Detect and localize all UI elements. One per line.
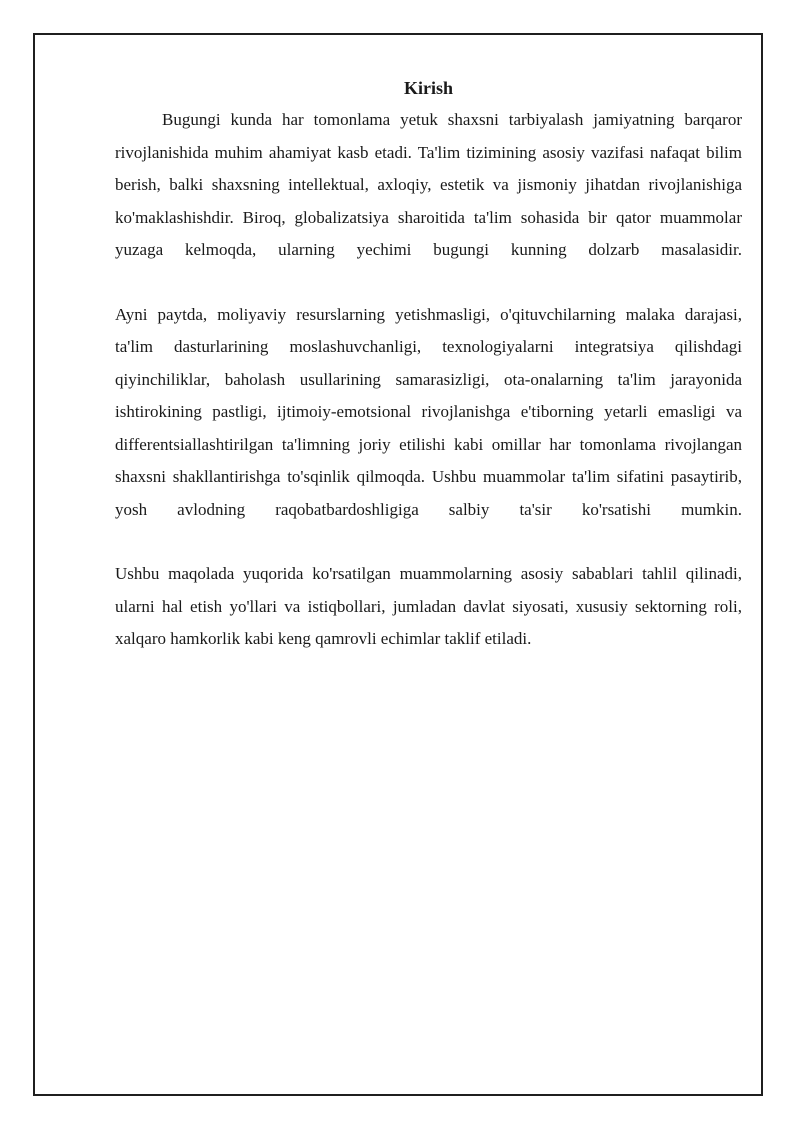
paragraph-intro: Bugungi kunda har tomonlama yetuk shaxsni tarbiyalash jamiyatning barqaror rivojlanishida muhim ahamiyat kasb etadi. Ta'lim tizimining asosiy vazifasi nafaqat bilim berish, balki shaxsning intellektual, axloqiy, estetik va jismoniy jihatdan rivojlanishiga ko'maklashishdir. Biroq, globalizatsiya sharoitida ta'lim sohasida bir qator muammolar yuzaga kelmoqda, ularning yechimi bugungi kunning dolzarb masalasidir. [115,110,742,259]
paragraph-spacer [115,267,742,299]
paragraph-article-aim: Ushbu maqolada yuqorida ko'rsatilgan muammolarning asosiy sabablari tahlil qilinadi, ularni hal etish yo'llari va istiqbollari, jumladan davlat siyosati, xususiy sektorning roli, xalqaro hamkorlik kabi keng qamrovli echimlar taklif etiladi. [115,564,742,648]
paragraph-problems: Ayni paytda, moliyaviy resurslarning yetishmasligi, o'qituvchilarning malaka darajasi, ta'lim dasturlarining moslashuvchanligi, texnologiyalarni integratsiya qilishdagi qiyinchiliklar, baholash usullarining samarasizligi, ota-onalarning ta'lim jarayonida ishtirokining pastligi, ijtimoiy-emotsional rivojlanishga e'tiborning yetarli emasligi va differentsiallashtirilgan ta'limning joriy etilishi kabi omillar har tomonlama rivojlangan shaxsni shakllantirishga to'sqinlik qilmoqda. Ushbu muammolar ta'lim sifatini pasaytirib, yosh avlodning raqobatbardoshligiga salbiy ta'sir ko'rsatishi mumkin. [115,304,742,519]
document-title: Kirish [403,78,453,98]
document-body [115,76,742,656]
paragraph-spacer [115,526,742,558]
